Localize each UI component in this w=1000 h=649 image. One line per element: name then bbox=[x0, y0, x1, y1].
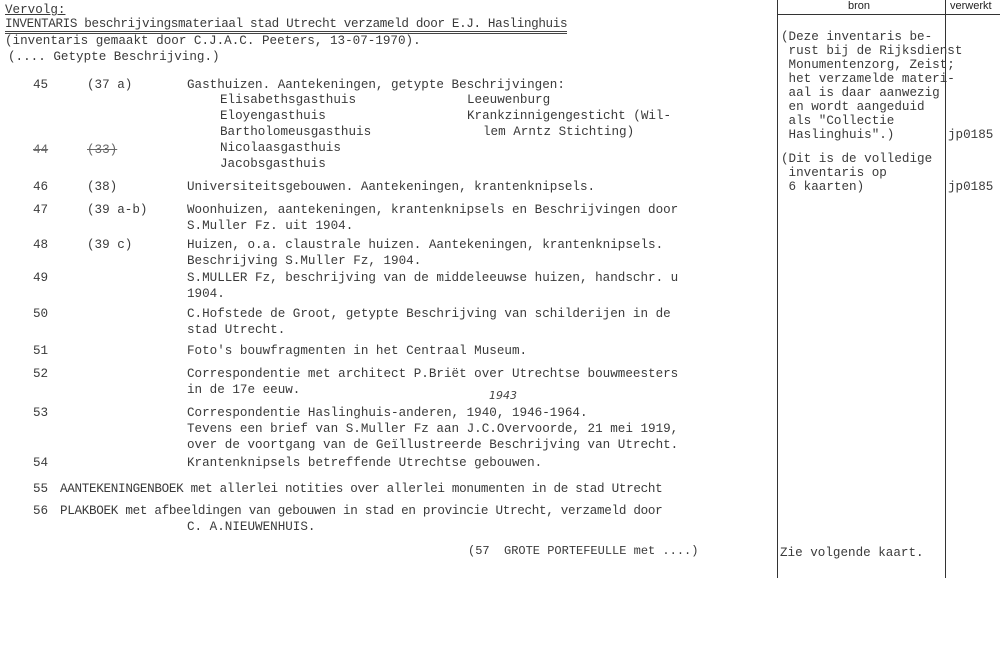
column-border-middle bbox=[945, 0, 946, 578]
item-text: C. A.NIEUWENHUIS. bbox=[187, 520, 316, 534]
verwerkt-code: jp0185 bbox=[948, 128, 994, 142]
item-text: PLAKBOEK met afbeeldingen van gebouwen in stad en provincie Utrecht, verzameld door bbox=[60, 504, 663, 518]
sub-item: Leeuwenburg bbox=[467, 93, 551, 107]
item-number: 49 bbox=[33, 271, 49, 285]
item-text: Universiteitsgebouwen. Aantekeningen, krantenknipsels. bbox=[187, 180, 596, 194]
item-text: Tevens een brief van S.Muller Fz aan J.C.Overvoorde, 21 mei 1919, bbox=[187, 422, 679, 436]
bron-note: (Dit is de volledige bbox=[781, 152, 933, 166]
item-text: Correspondentie met architect P.Briët over Utrechtse bouwmeesters bbox=[187, 367, 679, 381]
sub-item: Krankzinnigengesticht (Wil- bbox=[467, 109, 672, 123]
sub-item: Elisabethsgasthuis bbox=[220, 93, 357, 107]
item-ref: (39 a-b) bbox=[87, 203, 148, 217]
item-text: stad Utrecht. bbox=[187, 323, 286, 337]
column-border-left bbox=[777, 0, 778, 578]
bron-note: 6 kaarten) bbox=[781, 180, 865, 194]
sub-item: lem Arntz Stichting) bbox=[483, 125, 635, 139]
item-text: in de 17e eeuw. bbox=[187, 383, 301, 397]
item-ref: (37 a) bbox=[87, 78, 133, 92]
bron-note: Haslinghuis".) bbox=[781, 128, 895, 142]
sub-item: Eloyengasthuis bbox=[220, 109, 326, 123]
item-text: Woonhuizen, aantekeningen, krantenknipsels en Beschrijvingen door bbox=[187, 203, 679, 217]
sub-item: Bartholomeusgasthuis bbox=[220, 125, 372, 139]
item-text: AANTEKENINGENBOEK met allerlei notities over allerlei monumenten in de stad Utrecht bbox=[60, 482, 663, 496]
item-text: over de voortgang van de Geïllustreerde Beschrijving van Utrecht. bbox=[187, 438, 679, 452]
item-number: 48 bbox=[33, 238, 49, 252]
item-ref: (39 c) bbox=[87, 238, 133, 252]
column-header-verwerkt: verwerkt bbox=[950, 0, 992, 12]
struck-item-ref: (33) bbox=[87, 143, 118, 157]
continued-label: Vervolg: bbox=[5, 3, 66, 17]
item-text: S.Muller Fz. uit 1904. bbox=[187, 219, 354, 233]
item-number: 53 bbox=[33, 406, 49, 420]
item-text: Correspondentie Haslinghuis-anderen, 1940, 1946-1964. bbox=[187, 406, 588, 420]
item-number: 46 bbox=[33, 180, 49, 194]
handwritten-annotation: 1943 bbox=[489, 389, 517, 402]
item-text: Beschrijving S.Muller Fz, 1904. bbox=[187, 254, 422, 268]
item-text: Foto's bouwfragmenten in het Centraal Museum. bbox=[187, 344, 528, 358]
item-number: 52 bbox=[33, 367, 49, 381]
document-note: (.... Getypte Beschrijving.) bbox=[8, 50, 220, 64]
item-text: 1904. bbox=[187, 287, 225, 301]
next-item-note: (57 GROTE PORTEFEULLE met ....) bbox=[468, 544, 699, 558]
bron-note: en wordt aangeduid bbox=[781, 100, 925, 114]
item-text: S.MULLER Fz, beschrijving van de middeleeuwse huizen, handschr. u bbox=[187, 271, 679, 285]
item-text: Krantenknipsels betreffende Utrechtse gebouwen. bbox=[187, 456, 543, 470]
bron-note: het verzamelde materi- bbox=[781, 72, 955, 86]
item-text: C.Hofstede de Groot, getypte Beschrijving van schilderijen in de bbox=[187, 307, 671, 321]
item-number: 55 bbox=[33, 482, 49, 496]
bron-note: Monumentenzorg, Zeist; bbox=[781, 58, 955, 72]
header-rule bbox=[777, 14, 1000, 15]
item-number: 51 bbox=[33, 344, 49, 358]
bron-note: als "Collectie bbox=[781, 114, 895, 128]
item-text: Gasthuizen. Aantekeningen, getypte Beschrijvingen: bbox=[187, 78, 565, 92]
document-subtitle: (inventaris gemaakt door C.J.A.C. Peeters, 13-07-1970). bbox=[5, 34, 421, 48]
struck-item-number: 44 bbox=[33, 143, 49, 157]
item-number: 50 bbox=[33, 307, 49, 321]
document-title: INVENTARIS beschrijvingsmateriaal stad Utrecht verzameld door E.J. Haslinghuis bbox=[5, 17, 567, 34]
bron-note: (Deze inventaris be- bbox=[781, 30, 933, 44]
item-ref: (38) bbox=[87, 180, 118, 194]
sub-item: Nicolaasgasthuis bbox=[220, 141, 341, 155]
sub-item: Jacobsgasthuis bbox=[220, 157, 326, 171]
item-number: 47 bbox=[33, 203, 49, 217]
item-number: 45 bbox=[33, 78, 49, 92]
next-card-note: Zie volgende kaart. bbox=[780, 546, 924, 560]
item-number: 56 bbox=[33, 504, 49, 518]
item-text: Huizen, o.a. claustrale huizen. Aantekeningen, krantenknipsels. bbox=[187, 238, 664, 252]
verwerkt-code: jp0185 bbox=[948, 180, 994, 194]
bron-note: rust bij de Rijksdienst bbox=[781, 44, 963, 58]
item-number: 54 bbox=[33, 456, 49, 470]
bron-note: inventaris op bbox=[781, 166, 887, 180]
bron-note: aal is daar aanwezig bbox=[781, 86, 940, 100]
column-header-bron: bron bbox=[848, 0, 871, 12]
